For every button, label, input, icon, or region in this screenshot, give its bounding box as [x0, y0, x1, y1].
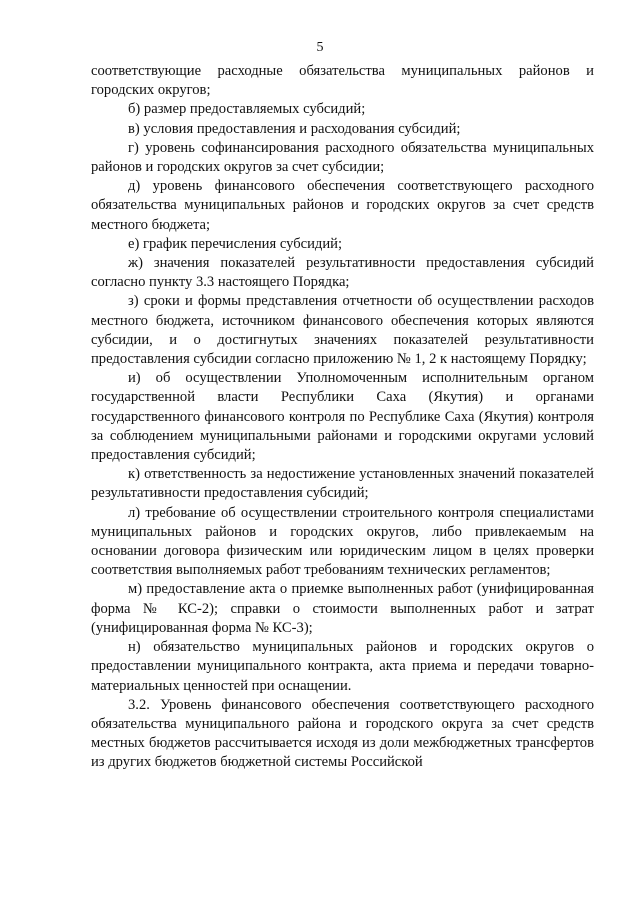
paragraph-item-i: и) об осуществлении Уполномоченным исполнительным органом государственной власти Республики Саха (Якутия) и органами государственного финансового контроля по Республике Саха (Якутия) контроля за соблюдением муниципальными районами и городскими округами условий предоставления субсидий; [91, 370, 594, 464]
paragraph-item-d: д) уровень финансового обеспечения соответствующего расходного обязательства муниципальных районов и городских округов за счет средств местного бюджета; [91, 178, 594, 233]
paragraph-item-n: н) обязательство муниципальных районов и городских округов о предоставлении муниципального контракта, акта приема и передачи товарно-материальных ценностей при оснащении. [91, 639, 594, 694]
paragraph-section-3-2: 3.2. Уровень финансового обеспечения соответствующего расходного обязательства муниципального района и городского округа за счет средств местных бюджетов рассчитывается исходя из доли межбюджетных трансфертов из других бюджетов бюджетной системы Российской [91, 696, 594, 771]
paragraph-item-b: б) размер предоставляемых субсидий; [128, 101, 366, 118]
paragraph-item-g: г) уровень софинансирования расходного обязательства муниципальных районов и городских округов за счет субсидии; [91, 139, 594, 176]
document-body [91, 62, 594, 773]
paragraph-item-z: з) сроки и формы представления отчетности об осуществлении расходов местного бюджета, источником финансового обеспечения которых являются субсидии, и о достигнутых значениях показателей результативности предоставления субсидии согласно приложению № 1, 2 к настоящему Порядку; [91, 293, 594, 368]
paragraph-item-l: л) требование об осуществлении строительного контроля специалистами муниципальных районов и городских округов, либо привлекаемым на основании договора физическим или юридическим лицом в целях проверки соответствия выполняемых работ требованиям технических регламентов; [91, 504, 594, 579]
paragraph-item-k: к) ответственность за недостижение установленных значений показателей результативности предоставления субсидий; [91, 466, 594, 502]
paragraph-item-m: м) предоставление акта о приемке выполненных работ (унифицированная форма № КС-2); справки о стоимости выполненных работ и затрат (унифицированная форма № КС-3); [91, 581, 594, 636]
paragraph-item-v: в) условия предоставления и расходования субсидий; [128, 120, 461, 137]
paragraph-continuation: соответствующие расходные обязательства муниципальных районов и городских округов; [91, 63, 594, 99]
paragraph-item-e: е) график перечисления субсидий; [128, 235, 343, 252]
page-number: 5 [316, 40, 324, 55]
paragraph-item-zh: ж) значения показателей результативности предоставления субсидий согласно пункту 3.3 настоящего Порядка; [91, 255, 594, 291]
